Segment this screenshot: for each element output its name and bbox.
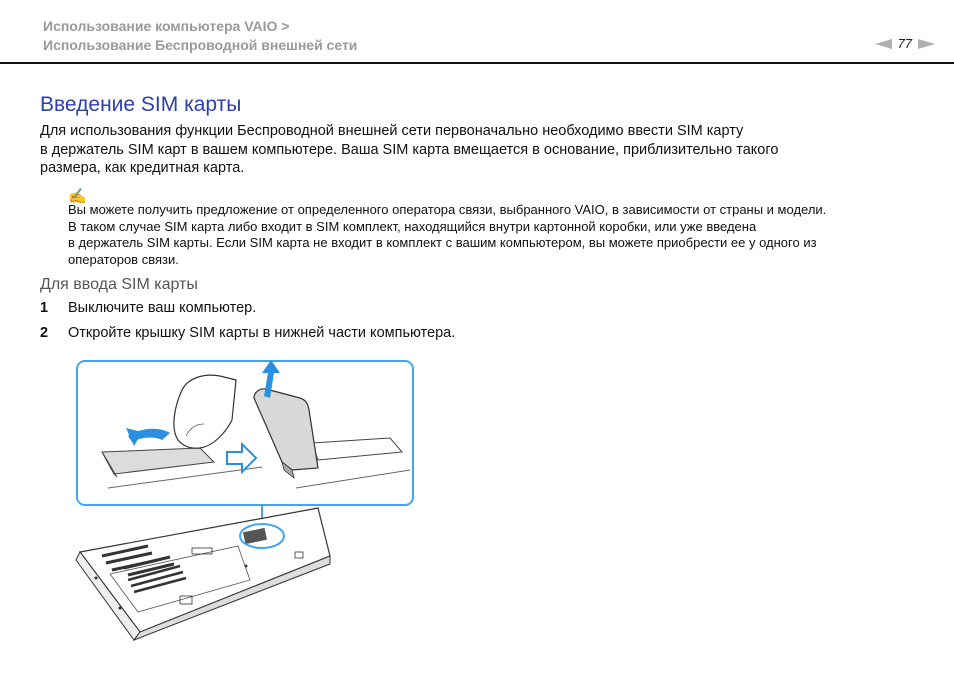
note-line: В таком случае SIM карта либо входит в SIM комплект, находящийся внутри картонной коробки, или уже введена xyxy=(68,218,757,234)
note-line: в держатель SIM карты. Если SIM карта не входит в комплект с вашим компьютером, вы можете приобрести ее у одного из xyxy=(68,235,817,251)
breadcrumb-line-1[interactable]: Использование компьютера VAIO > xyxy=(43,18,290,34)
breadcrumb-line-2[interactable]: Использование Беспроводной внешней сети xyxy=(43,37,358,53)
intro-line: размера, как кредитная карта. xyxy=(40,160,245,176)
step-number: 1 xyxy=(40,300,49,316)
cover-removed-panel xyxy=(254,360,410,488)
page-number: 77 xyxy=(897,36,912,51)
laptop-bottom-view xyxy=(76,508,330,640)
callout-box xyxy=(77,361,413,505)
intro-line: в держатель SIM карт в вашем компьютере. Ваша SIM карта вмещается в основание, приблизительно такого xyxy=(40,141,779,158)
step-number: 2 xyxy=(40,325,49,341)
procedure-heading: Для ввода SIM карты xyxy=(40,276,198,293)
finger-icon xyxy=(174,375,236,448)
note-pencil-icon: ✍ xyxy=(68,188,87,205)
finger-lift-panel xyxy=(102,375,262,488)
intro-line: Для использования функции Беспроводной внешней сети первоначально необходимо ввести SIM карту xyxy=(40,123,744,139)
page-title: Введение SIM карты xyxy=(40,93,242,116)
step-text: Откройте крышку SIM карты в нижней части компьютера. xyxy=(68,325,456,341)
step-text: Выключите ваш компьютер. xyxy=(68,300,257,316)
transition-arrow-icon xyxy=(227,444,256,472)
sim-cover-icon xyxy=(254,389,318,470)
note-line: операторов связи. xyxy=(68,251,179,267)
note-line: Вы можете получить предложение от определенного оператора связи, выбранного VAIO, в зависимости от страны и модели. xyxy=(68,202,827,217)
